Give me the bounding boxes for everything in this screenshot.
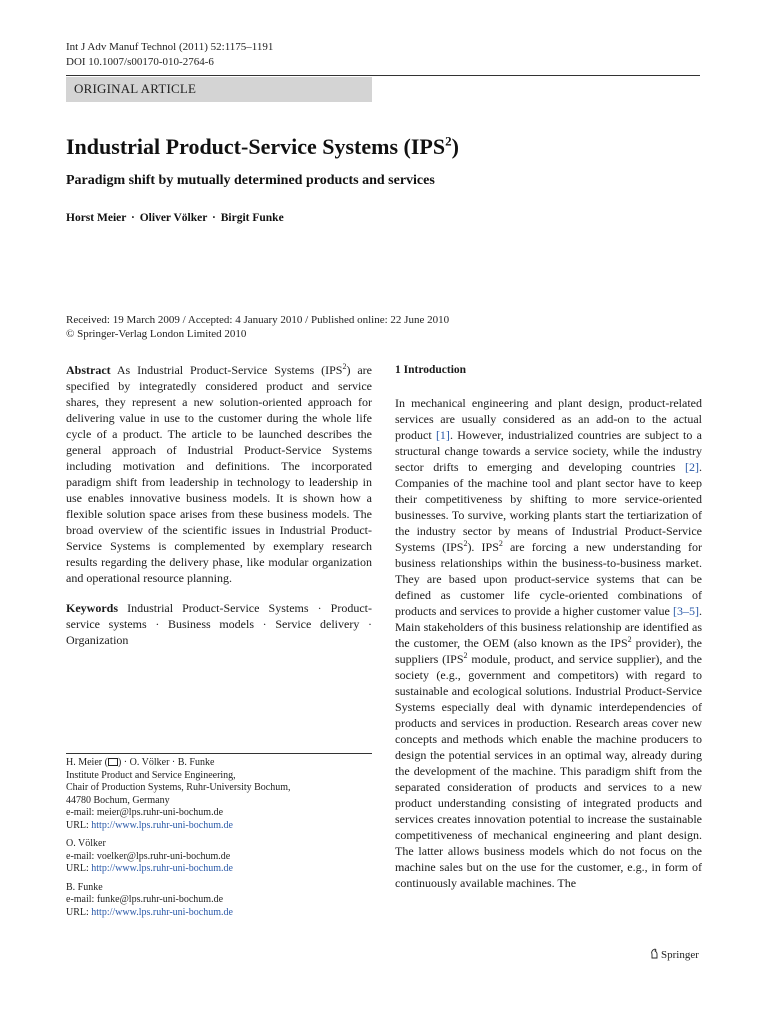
keywords-heading: Keywords (66, 601, 118, 615)
title-text: Industrial Product-Service Systems (IPS (66, 134, 446, 159)
abstract-text: As Industrial Product-Service Systems (IPS (110, 363, 343, 377)
url-link[interactable]: http://www.lps.ruhr-uni-bochum.de (91, 906, 233, 918)
body-text: . Main stakeholders of this business relationship are identified as the customer, the OEM (also known as the IPS (395, 604, 702, 650)
author-name: Birgit Funke (220, 212, 284, 224)
introduction-paragraph (395, 395, 702, 891)
url-line (66, 820, 372, 833)
author-separator: · (212, 212, 216, 224)
author-name: Oliver Völker (139, 212, 208, 224)
section-heading: 1 Introduction (395, 364, 467, 376)
url-line (66, 863, 372, 876)
reference-link[interactable]: [3–5] (673, 604, 699, 618)
body-text: In mechanical engineering and plant design, product-related services are usually considered as an add-on to the actual product (395, 396, 702, 442)
article-type-banner (66, 77, 372, 102)
journal-line: Int J Adv Manuf Technol (2011) 52:1175–1191 (66, 41, 274, 53)
article-type-label: ORIGINAL ARTICLE (74, 81, 197, 96)
affiliations (66, 757, 372, 925)
right-column (395, 362, 702, 891)
keywords-text: Industrial Product-Service Systems · Product-service systems · Business models · Service delivery · Organization (66, 601, 372, 647)
superscript: 2 (463, 539, 468, 548)
abstract-heading: Abstract (66, 363, 111, 377)
publisher-name: Springer (661, 949, 699, 961)
superscript: 2 (342, 362, 347, 371)
body-text: ). IPS (467, 540, 499, 554)
authors-line (66, 757, 372, 770)
author-text: ) · O. Völker · B. Funke (117, 757, 215, 768)
keywords (66, 600, 372, 648)
author-name-line: B. Funke (66, 881, 103, 893)
email-line: e-mail: voelker@lps.ruhr-uni-bochum.de (66, 850, 231, 862)
superscript: 2 (498, 539, 503, 548)
left-column (66, 362, 372, 648)
body-text: . Companies of the machine tool and plant sector have to keep their competitiveness by shifting to more service-oriented businesses. To survive, working plants start the tertiarization of the industry sector by means of Industrial Product-Service Systems (IPS (395, 460, 702, 554)
reference-link[interactable]: [1] (435, 428, 450, 442)
springer-horse-icon (650, 948, 659, 959)
email-line: e-mail: funke@lps.ruhr-uni-bochum.de (66, 894, 224, 905)
dates-line: Received: 19 March 2009 / Accepted: 4 January 2010 / Published online: 22 June 2010 (66, 314, 450, 326)
url-link[interactable]: http://www.lps.ruhr-uni-bochum.de (91, 863, 233, 874)
funke-affiliation (66, 882, 372, 920)
body-text: are forcing a new understanding for business relationships within the business-to-business market. They are based upon product-service systems that can be defined as customer life cycle-oriented combinations of products and services to provide a higher customer value (395, 540, 702, 618)
author-separator: · (131, 212, 135, 224)
author-name: Horst Meier (66, 212, 127, 224)
meier-affiliation (66, 757, 372, 832)
superscript: 2 (627, 635, 632, 644)
author-name-line: O. Völker (66, 838, 106, 849)
institute-line: Chair of Production Systems, Ruhr-University Bochum, (66, 782, 291, 793)
abstract (66, 362, 372, 586)
author-text: H. Meier ( (66, 757, 108, 768)
body-text: provider), the suppliers (IPS (395, 636, 703, 666)
url-label: URL: (66, 863, 92, 874)
article-subtitle: Paradigm shift by mutually determined products and services (66, 173, 435, 188)
doi-line: DOI 10.1007/s00170-010-2764-6 (66, 56, 214, 68)
title-close: ) (451, 134, 459, 159)
url-line (66, 907, 372, 920)
url-link[interactable]: http://www.lps.ruhr-uni-bochum.de (91, 819, 233, 831)
article-title (66, 134, 459, 160)
body-text: module, product, and service supplier), and the society (e.g., government and competitors) with regard to sustainable and ecological solutions. Industrial Product-Service Systems especially deal with dynamic interdependencies of products and services in production. Research areas cover new concepts and methods which enable the machine producers to design the potential services in an optimal way, already during the development of the machine. This paradigm shift from the separated consideration of products and services to a new product understanding consisting of integrated products and services creates innovation potential to increase the sustainable competitiveness of mechanical engineering and plant design. The latter allows business models which do not focus on the machine sales but on the use for the customer, e.g., in form of continuously available machines. The (395, 652, 702, 890)
url-label: URL: (66, 819, 92, 831)
copyright-line: © Springer-Verlag London Limited 2010 (66, 328, 247, 340)
journal-citation (66, 40, 273, 70)
publisher-footer (650, 948, 699, 961)
title-superscript: 2 (445, 133, 452, 149)
superscript: 2 (463, 651, 468, 660)
affiliation-rule (66, 753, 372, 754)
address-line: 44780 Bochum, Germany (66, 794, 170, 806)
url-label: URL: (66, 906, 92, 918)
body-text: . However, industrialized countries are subject to a structural change towards a service society, while the industry sector drifts to emerging and developing countries (395, 428, 702, 474)
abstract-text: ) are specified by integratedly considered product and service shares, they represent a new solution-oriented approach for delivering value in use to the customer during the whole life cycle of a product. The article to be launched describes the general approach of Industrial Product-Service Systems including motivation and definitions. The incorporated paradigm shift from leadership in technology to leadership in use enables innovative business models. It is shown how a flexible solution space arises from these business models. The broad overview of the scientific issues in Industrial Product-Service Systems is complemented by exemplary research results regarding the delivery phase, like modular organization and operational resource planning. (66, 363, 372, 585)
author-list (66, 212, 284, 224)
header-rule (66, 75, 700, 76)
publication-dates (66, 313, 449, 341)
institute-line: Institute Product and Service Engineering, (66, 769, 236, 781)
envelope-icon (108, 758, 118, 766)
email-line: e-mail: meier@lps.ruhr-uni-bochum.de (66, 807, 224, 818)
voelker-affiliation (66, 838, 372, 876)
reference-link[interactable]: [2] (685, 460, 699, 474)
